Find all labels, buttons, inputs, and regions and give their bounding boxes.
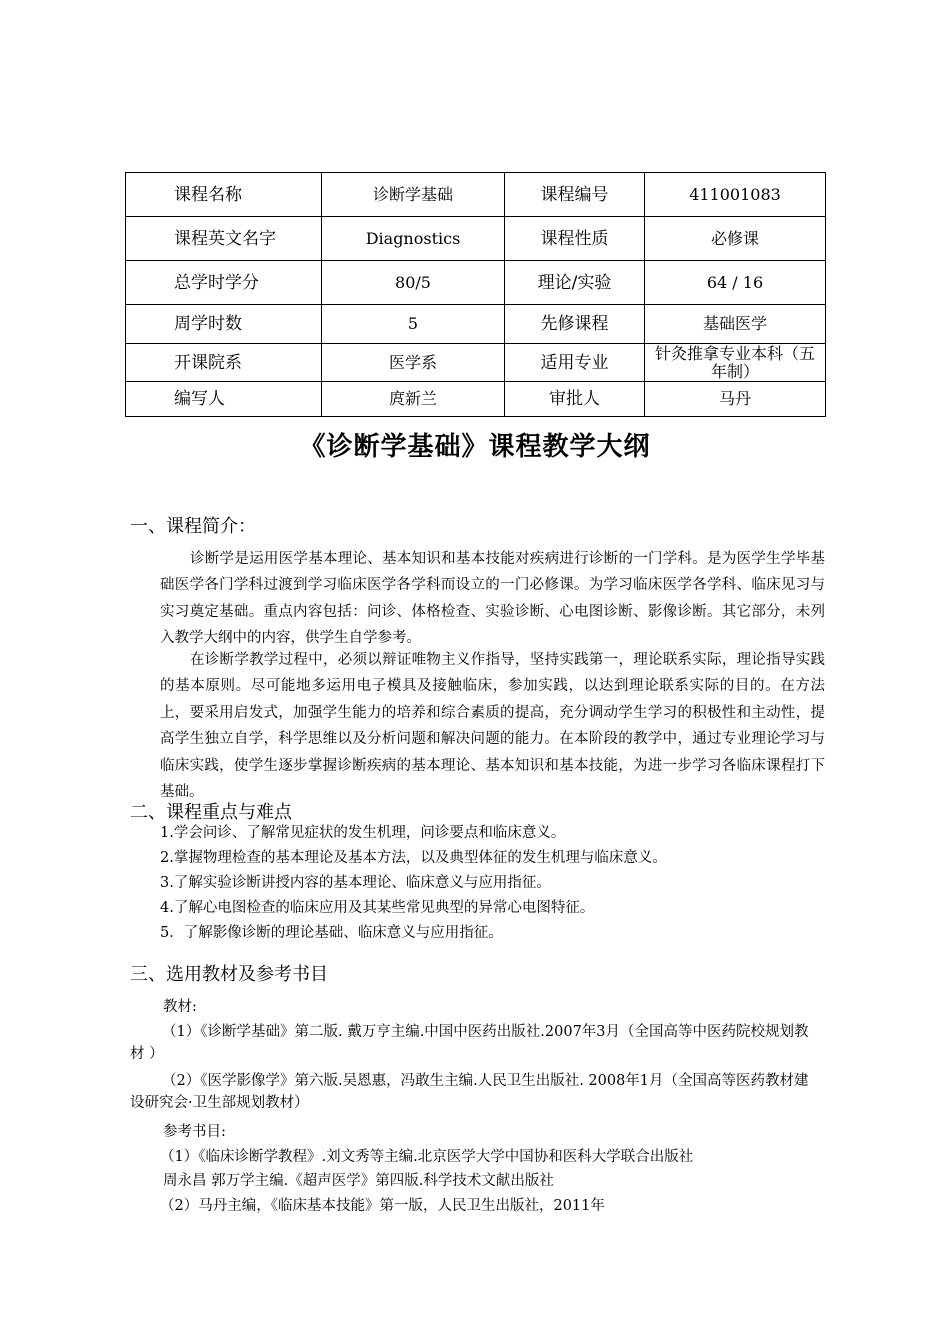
keypoint-item: 5．了解影像诊断的理论基础、临床意义与应用指征。 xyxy=(160,925,503,941)
table-row xyxy=(126,305,826,344)
section-heading-keypoints: 二、课程重点与难点 xyxy=(130,802,292,823)
value-department: 医学系 xyxy=(322,344,505,382)
label-major: 适用专业 xyxy=(505,344,645,382)
reference-item: （2）马丹主编，《临床基本技能》第一版，人民卫生出版社，2011年 xyxy=(160,1198,605,1214)
label-weekly-hours: 周学时数 xyxy=(126,305,322,344)
section-heading-intro: 一、课程简介： xyxy=(130,516,256,537)
value-approver: 马丹 xyxy=(645,382,826,417)
textbook-item: （1）《诊断学基础》第二版. 戴万亨主编.中国中医药出版社.2007年3月（全国高等中医药院校规划教材 ） xyxy=(130,1024,809,1062)
keypoint-item: 3.了解实验诊断讲授内容的基本理论、临床意义与应用指征。 xyxy=(160,875,551,891)
reference-label: 参考书目: xyxy=(163,1124,226,1140)
label-author: 编写人 xyxy=(126,382,322,417)
value-major: 针灸推拿专业本科（五年制） xyxy=(645,344,826,382)
textbook-item: （2）《医学影像学》第六版.吴恩惠，冯敢生主编.人民卫生出版社. 2008年1月（全国高等医药教材建设研究会·卫生部规划教材） xyxy=(130,1073,809,1111)
reference-item: （1）《临床诊断学教程》.刘文秀等主编.北京医学大学中国协和医科大学联合出版社 xyxy=(160,1149,694,1165)
keypoint-item: 1.学会问诊、了解常见症状的发生机理，问诊要点和临床意义。 xyxy=(160,825,566,841)
document-title: 《诊断学基础》课程教学大纲 xyxy=(299,432,651,462)
value-total-hours: 80/5 xyxy=(322,261,505,305)
course-info-table xyxy=(125,172,826,417)
table-row xyxy=(126,382,826,417)
table-row xyxy=(126,344,826,382)
value-weekly-hours: 5 xyxy=(322,305,505,344)
reference-item: 周永昌 郭万学主编.《超声医学》第四版.科学技术文献出版社 xyxy=(163,1173,554,1189)
value-english-name: Diagnostics xyxy=(322,217,505,261)
value-author: 庹新兰 xyxy=(322,382,505,417)
intro-paragraph-1: 诊断学是运用医学基本理论、基本知识和基本技能对疾病进行诊断的一门学科。是为医学生学毕基础医学各门学科过渡到学习临床医学各学科而设立的一门必修课。为学习临床医学各学科、临床见习与实习奠定基础。重点内容包括：问诊、体格检查、实验诊断、心电图诊断、影像诊断。其它部分，未列入教学大纲中的内容，供学生自学参考。 xyxy=(160,551,825,647)
value-course-type: 必修课 xyxy=(645,217,826,261)
label-department: 开课院系 xyxy=(126,344,322,382)
intro-paragraph-2: 在诊断学教学过程中，必须以辩证唯物主义作指导，坚持实践第一，理论联系实际，理论指导实践的基本原则。尽可能地多运用电子模具及接触临床，参加实践，以达到理论联系实际的目的。在方法上，要采用启发式，加强学生能力的培养和综合素质的提高，充分调动学生学习的积极性和主动性，提高学生独立自学，科学思维以及分析问题和解决问题的能力。在本阶段的教学中，通过专业理论学习与临床实践，使学生逐步掌握诊断疾病的基本理论、基本知识和基本技能，为进一步学习各临床课程打下基础。 xyxy=(160,652,825,801)
value-course-name: 诊断学基础 xyxy=(322,173,505,217)
label-course-code: 课程编号 xyxy=(505,173,645,217)
label-english-name: 课程英文名字 xyxy=(126,217,322,261)
keypoint-item: 4.了解心电图检查的临床应用及其某些常见典型的异常心电图特征。 xyxy=(160,900,595,916)
table-row xyxy=(126,217,826,261)
value-theory-lab: 64 / 16 xyxy=(645,261,826,305)
value-prerequisite: 基础医学 xyxy=(645,305,826,344)
label-course-type: 课程性质 xyxy=(505,217,645,261)
table-row xyxy=(126,173,826,217)
keypoint-item: 2.掌握物理检查的基本理论及基本方法，以及典型体征的发生机理与临床意义。 xyxy=(160,850,667,866)
textbook-label: 教材: xyxy=(163,999,197,1015)
section-heading-textbooks: 三、选用教材及参考书目 xyxy=(130,964,328,985)
label-course-name: 课程名称 xyxy=(126,173,322,217)
label-approver: 审批人 xyxy=(505,382,645,417)
table-row xyxy=(126,261,826,305)
value-course-code: 411001083 xyxy=(645,173,826,217)
label-prerequisite: 先修课程 xyxy=(505,305,645,344)
label-theory-lab: 理论/实验 xyxy=(505,261,645,305)
label-total-hours: 总学时学分 xyxy=(126,261,322,305)
